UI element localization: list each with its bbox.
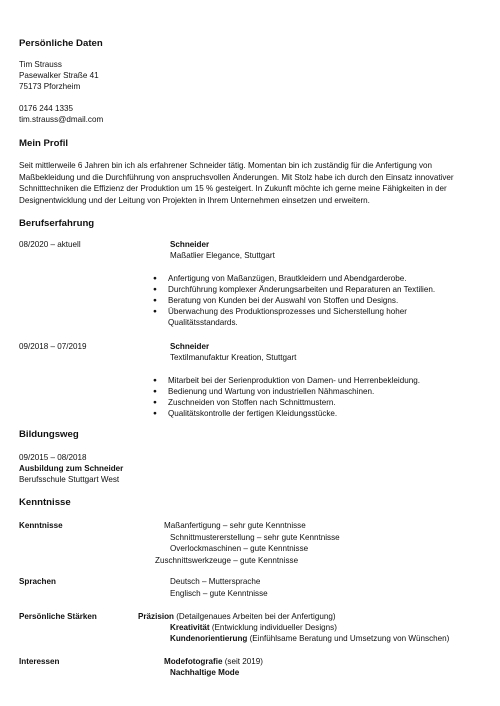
section-heading-education: Bildungsweg — [19, 429, 79, 440]
profile-line: Maßbekleidung und die Durchführung von anspruchsvollen Änderungen. Mit Stolz habe ich durch den Einsatz innovativer — [19, 173, 454, 182]
strength-item — [170, 622, 337, 633]
list-item: ● Überwachung des Produktionsprozesses und Sicherstellung hoher — [153, 306, 435, 317]
education-school: Berufsschule Stuttgart West — [19, 475, 120, 484]
list-item: ● Qualitätskontrolle der fertigen Kleidungsstücke. — [153, 408, 420, 419]
language-item: Englisch – gute Kenntnisse — [170, 589, 268, 598]
skill-item: Overlockmaschinen – gute Kenntnisse — [170, 544, 309, 553]
strength-desc: (Einfühlsame Beratung und Umsetzung von Wünschen) — [247, 634, 450, 643]
job-bullets — [153, 273, 435, 317]
job-bullets — [153, 375, 420, 419]
job-company: Maßatlier Elegance, Stuttgart — [170, 251, 275, 260]
interest-term: Modefotografie — [164, 657, 223, 666]
interest-term: Nachhaltige Mode — [170, 668, 240, 677]
street: Pasewalker Straße 41 — [19, 71, 99, 80]
profile-line: Schnitttechniken die Effizienz der Produktion um 15 % gesteigert. In Zukunft möchte ich gerne meine Fähigkeiten in der — [19, 184, 447, 193]
list-item: ● Zuschneiden von Stoffen nach Schnittmustern. — [153, 397, 420, 408]
list-item: ● Mitarbeit bei der Serienproduktion von Damen- und Herrenbekleidung. — [153, 375, 420, 386]
strength-term: Kundenorientierung — [170, 634, 248, 643]
list-item: ● Beratung von Kunden bei der Auswahl von Stoffen und Designs. — [153, 295, 435, 306]
list-item: ● Durchführung komplexer Änderungsarbeiten und Reparaturen an Textilien. — [153, 284, 435, 295]
interest-desc: (seit 2019) — [222, 657, 263, 666]
strength-term: Präzision — [138, 612, 174, 621]
strength-desc: (Entwicklung individueller Designs) — [209, 623, 337, 632]
strength-item — [170, 633, 449, 644]
section-heading-experience: Berufserfahrung — [19, 218, 95, 229]
strength-item — [138, 611, 336, 622]
job-title: Schneider — [170, 240, 210, 249]
email: tim.strauss@dmail.com — [19, 115, 104, 124]
skill-item: Schnittmustererstellung – sehr gute Kenntnisse — [170, 533, 340, 542]
skills-label: Kenntnisse — [19, 521, 63, 530]
strength-desc: (Detailgenaues Arbeiten bei der Anfertigung) — [173, 612, 336, 621]
list-item: ● Anfertigung von Maßanzügen, Brautkleidern und Abendgarderobe. — [153, 273, 435, 284]
section-heading-personal: Persönliche Daten — [19, 38, 103, 49]
interest-item — [170, 667, 239, 678]
phone: 0176 244 1335 — [19, 104, 74, 113]
language-item: Deutsch – Muttersprache — [170, 577, 261, 586]
job-company: Textilmanufaktur Kreation, Stuttgart — [170, 353, 297, 362]
strengths-label: Persönliche Stärken — [19, 612, 97, 621]
interests-label: Interessen — [19, 657, 60, 666]
list-item-continuation: Qualitätsstandards. — [168, 318, 238, 327]
skill-item: Maßanfertigung – sehr gute Kenntnisse — [164, 521, 306, 530]
profile-line: Designentwicklung und der Leitung von Projekten in Ihrem Unternehmen einsetzen und erweitern. — [19, 196, 370, 205]
section-heading-profile: Mein Profil — [19, 138, 69, 149]
education-period: 09/2015 – 08/2018 — [19, 453, 87, 462]
skill-item: Zuschnittswerkzeuge – gute Kenntnisse — [155, 556, 299, 565]
city: 75173 Pforzheim — [19, 82, 81, 91]
education-degree: Ausbildung zum Schneider — [19, 464, 124, 473]
job-period: 08/2020 – aktuell — [19, 240, 81, 249]
strength-term: Kreativität — [170, 623, 210, 632]
job-title: Schneider — [170, 342, 210, 351]
interest-item — [164, 656, 263, 667]
list-item: ● Bedienung und Wartung von industriellen Nähmaschinen. — [153, 386, 420, 397]
profile-line: Seit mittlerweile 6 Jahren bin ich als erfahrener Schneider tätig. Momentan bin ich zuständig für die Anfertigung von — [19, 161, 433, 170]
job-period: 09/2018 – 07/2019 — [19, 342, 87, 351]
section-heading-skills: Kenntnisse — [19, 497, 71, 508]
languages-label: Sprachen — [19, 577, 56, 586]
name: Tim Strauss — [19, 60, 62, 69]
